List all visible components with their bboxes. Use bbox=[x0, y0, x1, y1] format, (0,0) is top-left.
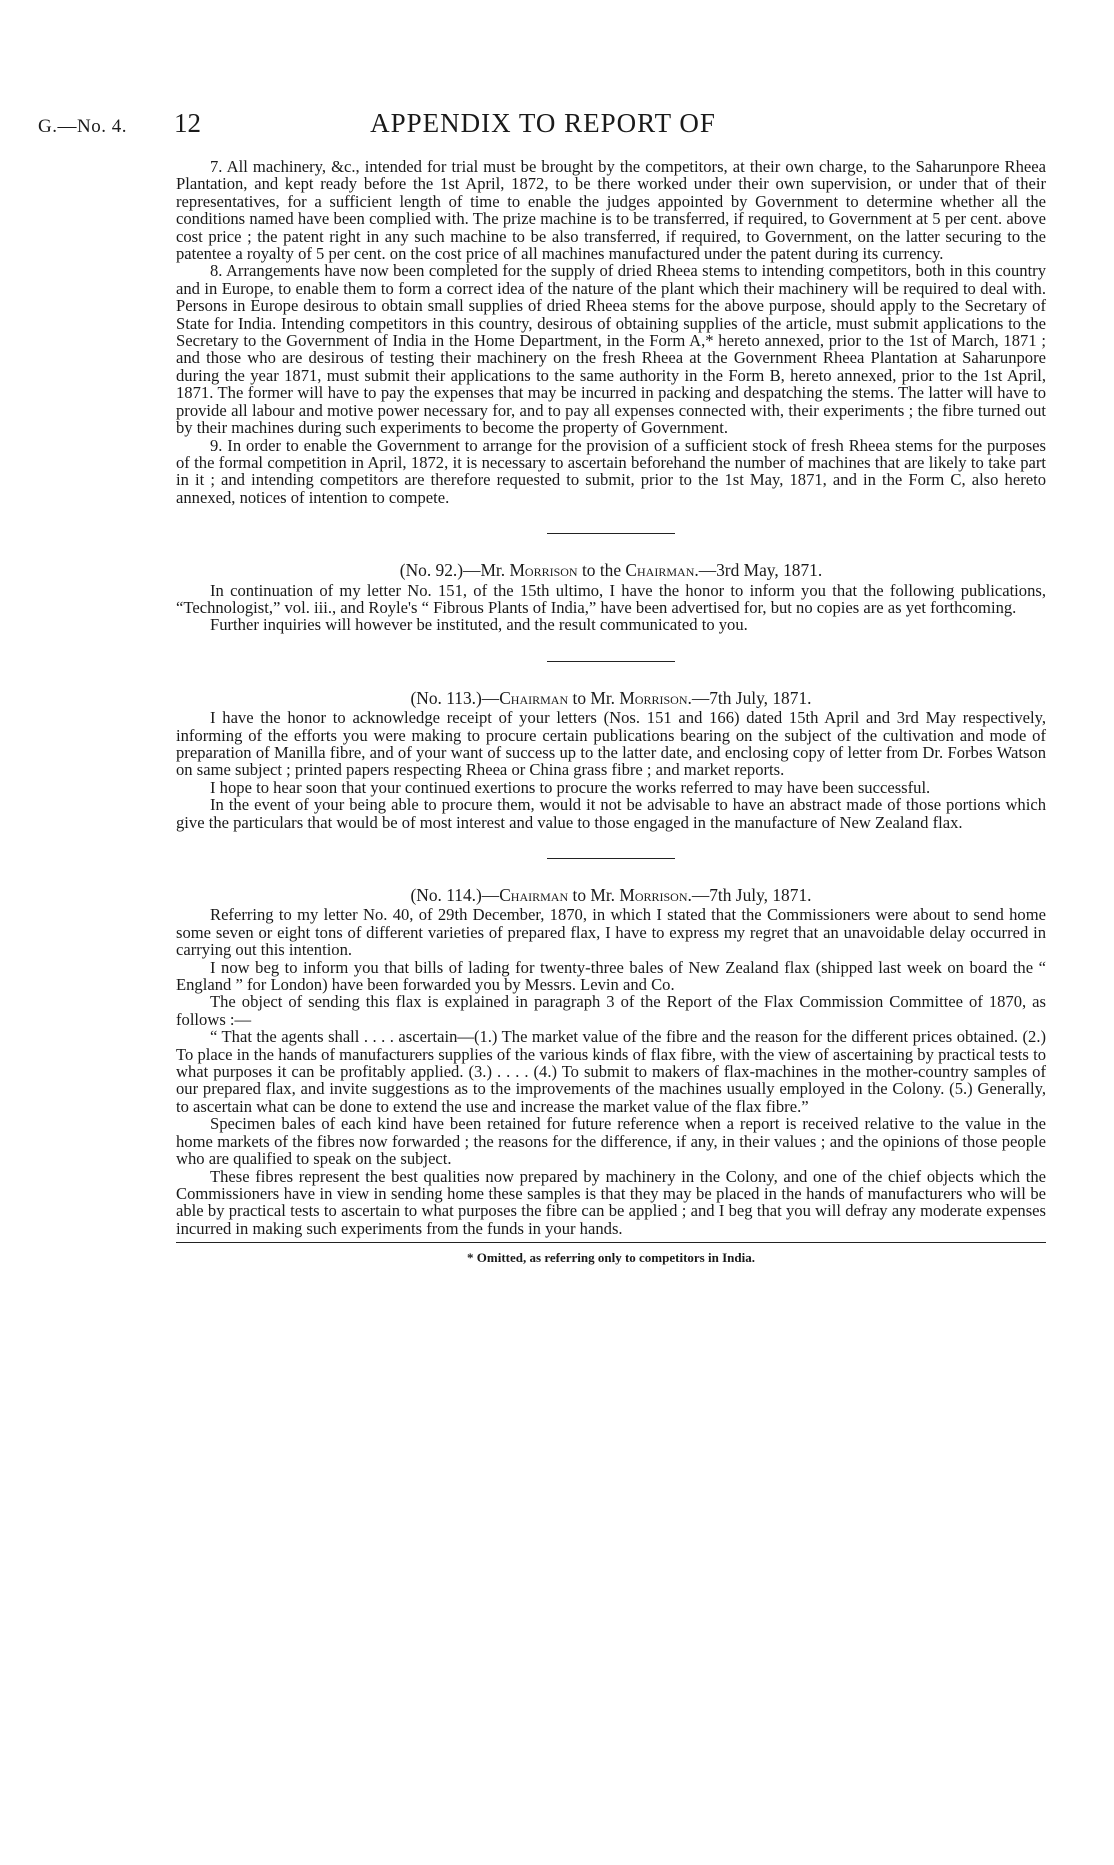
regulations-section bbox=[176, 158, 1046, 506]
letter-114 bbox=[176, 887, 1046, 1237]
footnote-rule bbox=[176, 1242, 1046, 1243]
letter-heading: (No. 114.)—Chairman to Mr. Morrison.—7th July, 1871. bbox=[410, 885, 812, 905]
letter-paragraph: I have the honor to acknowledge receipt of your letters (Nos. 151 and 166) dated 15th April and 3rd May respectively, informing of the efforts you were making to procure certain publications bearing on the subject of the cultivation and mode of preparation of Manilla fibre, and of your want of success up to the latter date, and enclosing copy of letter from Dr. Forbes Watson on same subject ; printed papers respecting Rheea or China grass fibre ; and market reports. bbox=[176, 708, 1046, 780]
page-number: 12 bbox=[174, 108, 201, 138]
letter-heading: (No. 92.)—Mr. Morrison to the Chairman.—3rd May, 1871. bbox=[399, 560, 823, 581]
document-code: G.—No. 4. bbox=[38, 116, 127, 137]
section-divider bbox=[547, 858, 675, 859]
letter-92 bbox=[176, 562, 1046, 634]
page-header bbox=[38, 108, 1048, 144]
letter-paragraph: The object of sending this flax is explained in paragraph 3 of the Report of the Flax Commission Committee of 1870, as follows :— bbox=[176, 992, 1046, 1029]
letter-paragraph: “ That the agents shall . . . . ascertain—(1.) The market value of the fibre and the reason for the different prices obtained. (2.) To place in the hands of manufacturers supplies of the various kinds of flax fibre, with the view of ascertaining by practical tests to what purposes it can be profitably applied. (3.) . . . . (4.) To submit to makers of flax-machines in the mother-country samples of our prepared flax, and invite suggestions as to the improvements of the machines usually employed in the Colony. (5.) Generally, to ascertain what can be done to extend the use and increase the market value of the flax fibre.” bbox=[176, 1027, 1046, 1116]
letter-heading: (No. 113.)—Chairman to Mr. Morrison.—7th July, 1871. bbox=[410, 687, 812, 708]
letter-paragraph: Further inquiries will however be instituted, and the result communicated to you. bbox=[210, 615, 748, 635]
letter-paragraph: Specimen bales of each kind have been retained for future reference when a report is received relative to the value in the home markets of the fibres now forwarded ; the reasons for the difference, if any, in their values ; and the opinions of those people who are qualified to speak on the subject. bbox=[176, 1114, 1046, 1169]
letter-113 bbox=[176, 687, 1046, 832]
section-divider bbox=[547, 533, 675, 534]
section-divider bbox=[547, 661, 675, 662]
paragraph-9: 9. In order to enable the Government to arrange for the provision of a sufficient stock of fresh Rheea stems for the purposes of the formal competition in April, 1872, it is necessary to ascertain beforehand the number of machines that are likely to take part in it ; and intending competitors are therefore requested to submit, prior to the 1st May, 1871, and in the Form C, also hereto annexed, notices of intention to compete. bbox=[176, 435, 1046, 507]
paragraph-8: 8. Arrangements have now been completed for the supply of dried Rheea stems to intending competitors, both in this country and in Europe, to enable them to form a correct idea of the nature of the plant which their machinery will be required to deal with. Persons in Europe desirous to obtain small supplies of dried Rheea stems for the above purpose, should apply to the Secretary of State for India. Intending competitors in this country, desirous of obtaining supplies of the article, must submit applications to the Secretary to the Government of India in the Home Department, in the Form A,* hereto annexed, prior to the 1st of March, 1871 ; and those who are desirous of testing their machinery on the fresh Rheea at the Government Rheea Plantation at Saharunpore during the year 1871, must submit their applications to the same authority in the Form B, hereto annexed, prior to the 1st April, 1871. The former will have to pay the expenses that may be incurred in packing and despatching the stems. The latter will have to provide all labour and motive power necessary for, and to pay all expenses connected with, their experiments ; the fibre turned out by their machines during such experiments to become the property of Government. bbox=[176, 261, 1046, 438]
paragraph-7: 7. All machinery, &c., intended for trial must be brought by the competitors, at their own charge, to the Saharunpore Rheea Plantation, and kept ready before the 1st April, 1872, to be there worked under their own supervision, or under that of their representatives, for a sufficient length of time to enable the judges appointed by Government to determine whether all the conditions named have been complied with. The prize machine is to be transferred, if required, to Government at 5 per cent. above cost price ; the patent right in any such machine to be also transferred, if required, to Government, on the latter securing to the patentee a royalty of 5 per cent. on the cost price of all machines manufactured under the patent during its currency. bbox=[176, 157, 1046, 264]
letter-paragraph: In continuation of my letter No. 151, of the 15th ultimo, I have the honor to inform you that the following publications, “Technologist,” vol. iii., and Royle's “ Fibrous Plants of India,” have been advertised for, but no copies are as yet forthcoming. bbox=[176, 580, 1046, 617]
footnote: * Omitted, as referring only to competitors in India. bbox=[467, 1250, 755, 1266]
letter-paragraph: These fibres represent the best qualities now prepared by machinery in the Colony, and one of the chief objects which the Commissioners have in view in sending home these samples is that they may be placed in the hands of manufacturers who will be able by practical tests to ascertain to what purposes the fibre can be applied ; and I beg that you will defray any moderate expenses incurred in making such experiments from the funds in your hands. bbox=[176, 1166, 1046, 1238]
letter-paragraph: I hope to hear soon that your continued exertions to procure the works referred to may have been successful. bbox=[210, 777, 931, 797]
document-body bbox=[176, 158, 1046, 1267]
letter-paragraph: I now beg to inform you that bills of lading for twenty-three bales of New Zealand flax (shipped last week on board the “ England ” for London) have been forwarded you by Messrs. Levin and Co. bbox=[176, 957, 1046, 995]
running-title: APPENDIX TO REPORT OF bbox=[370, 108, 716, 138]
letter-paragraph: In the event of your being able to procure them, would it not be advisable to have an abstract made of those portions which give the particulars that would be of most interest and value to those engaged in the manufacture of New Zealand flax. bbox=[176, 795, 1046, 832]
letter-paragraph: Referring to my letter No. 40, of 29th December, 1870, in which I stated that the Commissioners were about to send home some seven or eight tons of different varieties of prepared flax, I have to express my regret that an unavoidable delay occurred in carrying out this intention. bbox=[176, 905, 1046, 960]
